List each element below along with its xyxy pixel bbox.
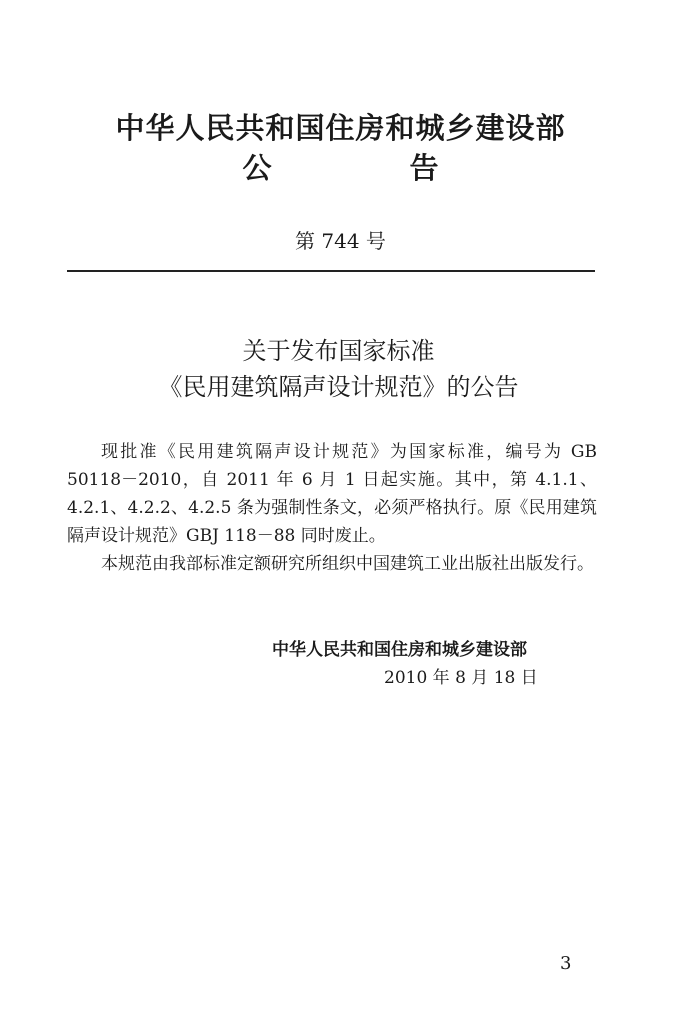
header-divider bbox=[67, 270, 595, 272]
announcement-heading: 公 告 bbox=[242, 151, 483, 185]
announcement-number: 第 744 号 bbox=[295, 229, 386, 253]
ministry-heading: 中华人民共和国住房和城乡建设部 bbox=[115, 111, 566, 145]
body-paragraph-1: 现批准《民用建筑隔声设计规范》为国家标准，编号为 GB 50118－2010，自 2011 年 6 月 1 日起实施。其中，第 4.1.1、4.2.1、4.2.2、4.2.5 条为强制性条文，必须严格执行。原《民用建筑隔声设计规范》GBJ 118－88 同时废止。 bbox=[67, 442, 597, 546]
body-paragraph-2: 本规范由我部标准定额研究所组织中国建筑工业出版社出版发行。 bbox=[101, 554, 594, 574]
page-number: 3 bbox=[560, 953, 572, 974]
signature-date: 2010 年 8 月 18 日 bbox=[384, 668, 538, 688]
notice-title-line-2: 《民用建筑隔声设计规范》的公告 bbox=[158, 373, 519, 401]
notice-body bbox=[67, 438, 597, 578]
signature-organization: 中华人民共和国住房和城乡建设部 bbox=[272, 640, 527, 660]
notice-title-line-1: 关于发布国家标准 bbox=[242, 337, 435, 365]
